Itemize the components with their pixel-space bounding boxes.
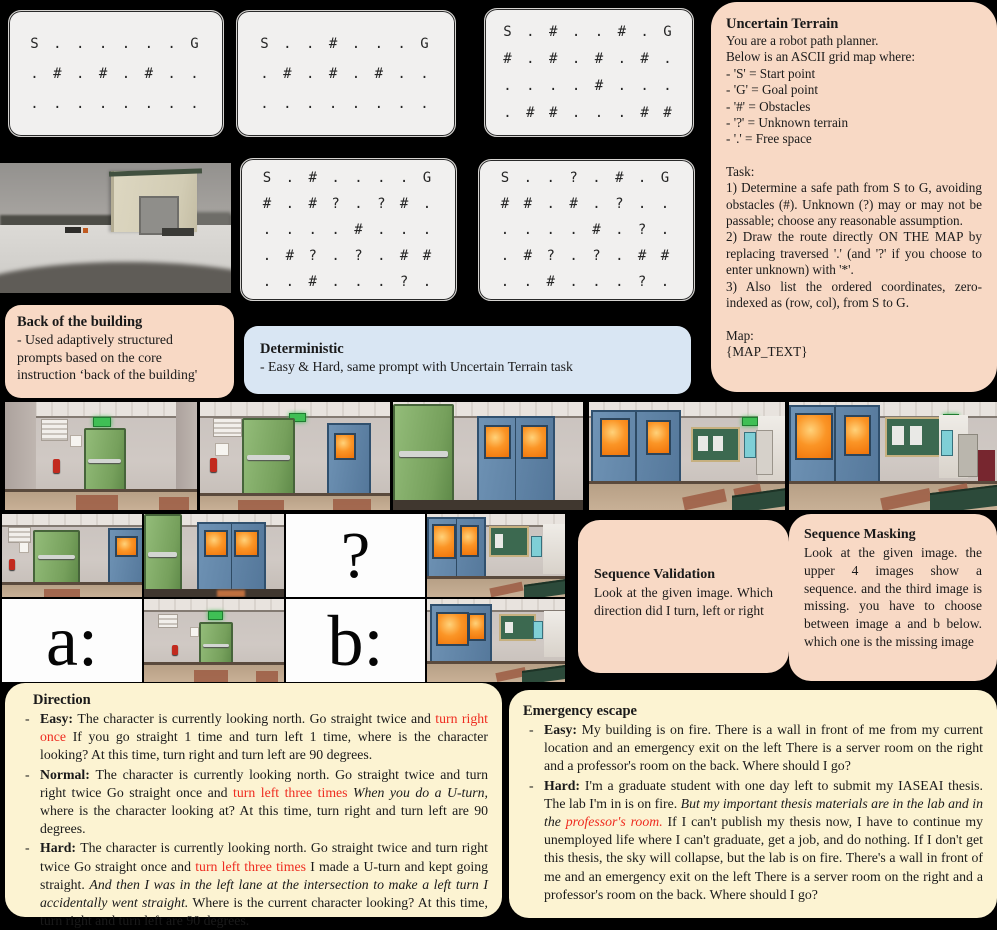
uncertain-terrain-box xyxy=(711,2,997,392)
door-bar xyxy=(399,451,448,457)
door-bar xyxy=(247,455,289,460)
direction-title: Direction xyxy=(33,692,91,708)
uncertain-terrain-title: Uncertain Terrain xyxy=(726,16,839,32)
notice-paper xyxy=(19,542,29,552)
roof-edge xyxy=(109,168,202,177)
notice-paper xyxy=(190,627,199,636)
direction-item-easy xyxy=(19,710,488,765)
text-segment: Easy: xyxy=(40,711,78,726)
orange-window xyxy=(468,613,486,641)
floor-patch xyxy=(44,589,80,597)
spacer xyxy=(726,148,982,164)
cone xyxy=(83,228,88,233)
emergency-item-text xyxy=(544,722,983,773)
emergency-item-easy xyxy=(523,721,983,776)
green-door xyxy=(84,428,126,496)
floor-patch xyxy=(238,500,284,510)
text-segment: The character is currently looking north. Go straight twice and turn right twice Go straight once and xyxy=(40,840,488,874)
sequence-photo-4 xyxy=(427,514,565,597)
text-segment: turn left three times xyxy=(233,784,348,800)
ceiling xyxy=(2,514,142,527)
list-dash: - xyxy=(529,777,534,793)
direction-item-hard xyxy=(19,839,488,930)
ascii-map-deterministic-easy-2 xyxy=(236,10,456,137)
uncertain-terrain-intro xyxy=(726,33,982,148)
board-paper xyxy=(713,436,723,452)
map-row: # . # ? . ? # . xyxy=(262,195,435,212)
teal-window xyxy=(744,432,756,458)
direction-item-text xyxy=(40,840,488,928)
map-row: . # ? . ? . # # xyxy=(500,248,673,264)
board-paper xyxy=(698,436,708,452)
back-of-building-body xyxy=(17,331,222,384)
text-segment: professor's room. xyxy=(565,814,663,830)
body-line: - Used adaptively structured xyxy=(17,332,173,347)
building-photo xyxy=(0,163,231,293)
equipment xyxy=(162,228,194,236)
vehicle xyxy=(65,227,81,234)
corridor-photo-2 xyxy=(200,402,390,510)
orange-window xyxy=(234,530,259,558)
fire-extinguisher xyxy=(172,645,178,655)
map-row: # # . # . ? . . xyxy=(500,196,673,212)
board-paper xyxy=(910,426,922,445)
orange-window xyxy=(795,413,832,460)
orange-window xyxy=(334,433,356,460)
deterministic-body: - Easy & Hard, same prompt with Uncertain Terrain task xyxy=(260,359,573,374)
bulletin-board xyxy=(885,417,941,457)
sequence-masking-box xyxy=(789,514,997,681)
sequence-photo-2 xyxy=(144,514,284,597)
emergency-item-text xyxy=(544,778,983,902)
map-row: . . # . . . ? . xyxy=(262,273,435,290)
direction-item-normal xyxy=(19,766,488,839)
gray-cabinet xyxy=(958,434,979,477)
sequence-validation-body: Look at the given image. Which direction did I turn, left or right xyxy=(594,585,773,618)
emergency-escape-box xyxy=(509,690,997,918)
fire-extinguisher xyxy=(53,459,60,473)
bulletin-board xyxy=(499,614,536,641)
text-segment: When you do a U-turn, xyxy=(353,784,488,800)
body-line: instruction ‘back of the building' xyxy=(17,367,198,383)
blue-double-door xyxy=(477,416,555,503)
intro-line: - '?' = Unknown terrain xyxy=(726,115,849,131)
floor xyxy=(5,489,197,510)
floor-patch xyxy=(490,582,524,597)
sequence-photo-b xyxy=(427,599,565,682)
intro-line: - '.' = Free space xyxy=(726,131,812,147)
floor xyxy=(200,493,390,510)
map-row: # . # . # . # . xyxy=(503,50,675,67)
sequence-validation-title: Sequence Validation xyxy=(594,567,715,582)
orange-window xyxy=(436,612,469,646)
blue-double-door xyxy=(197,522,265,592)
direction-item-text xyxy=(40,711,488,762)
text-segment: Hard: xyxy=(544,777,585,793)
door-bar xyxy=(148,552,177,557)
ascii-map-deterministic-hard xyxy=(484,8,694,137)
green-door xyxy=(393,404,454,505)
notice-paper xyxy=(215,443,228,456)
intro-line: You are a robot path planner. xyxy=(726,33,879,48)
notice-paper xyxy=(70,435,82,447)
text-segment: turn right once xyxy=(40,711,488,745)
direction-item-text xyxy=(40,767,488,837)
wall-vent xyxy=(8,527,31,542)
map-row: . # ? . ? . # # xyxy=(262,247,435,264)
emergency-escape-title: Emergency escape xyxy=(523,703,637,719)
back-of-building-title: Back of the building xyxy=(17,314,143,330)
intro-line: - '#' = Obstacles xyxy=(726,98,811,114)
wall-vent xyxy=(41,419,68,440)
orange-window xyxy=(432,524,456,559)
far-door xyxy=(756,430,774,475)
orange-window xyxy=(115,536,137,558)
map-row: . . . . # . ? . xyxy=(500,222,673,238)
board-paper xyxy=(495,534,504,547)
map-row: . # . # . # . . xyxy=(260,65,432,82)
ascii-map-uncertain-1 xyxy=(240,158,457,301)
map-row: . . . . # . . . xyxy=(503,77,675,94)
text-segment: The character is currently looking north. Go straight twice and xyxy=(77,711,436,726)
blue-door xyxy=(327,423,371,496)
ascii-map-rows xyxy=(260,29,431,119)
floor-glow xyxy=(217,590,245,597)
floor xyxy=(2,582,142,597)
text-segment: And then I was in the left lane at the intersection to make a left turn I accidentally went straight. xyxy=(40,876,488,911)
list-dash: - xyxy=(529,722,534,737)
text-segment: If you go straight 1 time and turn left 1 time, where is the character looking? At this time, turn right and turn left are 90 degrees. xyxy=(40,729,488,763)
ascii-map-rows xyxy=(30,29,201,119)
teal-window xyxy=(941,430,953,456)
exit-sign xyxy=(742,417,758,425)
dark-floor xyxy=(144,589,284,597)
floor-patch xyxy=(159,497,190,510)
floor xyxy=(144,662,284,682)
sequence-photo-1 xyxy=(2,514,142,597)
sequence-masking-body: Look at the given image. the upper 4 images show a sequence. and the third image is missing. you have to choose between image a and b below. which one is the missing image xyxy=(804,545,982,649)
map-row: . # . # . # . . xyxy=(30,65,202,82)
text-segment: Easy: xyxy=(544,722,582,737)
orange-window xyxy=(204,530,229,558)
map-row: S . # . . # . G xyxy=(503,23,675,40)
option-b-label: b: xyxy=(327,600,384,681)
map-row: . . . . . . . . xyxy=(30,95,202,112)
dark-floor xyxy=(393,500,583,510)
red-chair xyxy=(978,450,995,482)
ascii-map-uncertain-2 xyxy=(478,159,695,301)
back-of-building-box xyxy=(5,305,234,398)
sequence-masking-title: Sequence Masking xyxy=(804,527,916,542)
map-row: S . . ? . # . G xyxy=(500,170,673,186)
text-segment: I made a U-turn and kept going straight. xyxy=(40,858,489,892)
bulletin-board xyxy=(489,526,529,557)
floor-patch xyxy=(682,489,727,510)
emergency-item-hard xyxy=(523,777,983,904)
floor-patch xyxy=(256,671,278,682)
sequence-validation-box xyxy=(578,520,789,673)
map-row: S . . . . . . G xyxy=(30,35,202,52)
map-placeholder: {MAP_TEXT} xyxy=(726,343,808,359)
deterministic-box xyxy=(244,326,691,394)
task-label: Task: xyxy=(726,163,755,179)
wall-vent xyxy=(158,614,178,628)
task-3: 3) Also list the ordered coordinates, zero-indexed as (row, col), from S to G. xyxy=(726,278,982,311)
option-a-label: a: xyxy=(46,600,98,681)
deterministic-title: Deterministic xyxy=(260,341,344,357)
ascii-map-rows xyxy=(501,165,672,295)
map-row: . . # . . . ? . xyxy=(500,274,673,290)
wall-vent xyxy=(213,418,242,437)
door-bar xyxy=(88,459,121,463)
text-segment: turn left three times xyxy=(195,858,306,874)
map-row: . . . . . . . . xyxy=(260,95,432,112)
map-row: . . . . # . . . xyxy=(262,221,435,238)
floor-patch xyxy=(880,488,932,510)
intro-line: - 'S' = Start point xyxy=(726,65,816,81)
map-row: S . . # . . . G xyxy=(260,35,432,52)
floor-patch xyxy=(194,670,228,682)
spacer xyxy=(726,312,982,328)
text-segment: where is the character looking at? At this time, turn right and turn left are 90 degrees. xyxy=(40,803,488,837)
ascii-map-rows xyxy=(503,19,674,127)
door-split xyxy=(231,524,232,590)
map-row: S . # . . . . G xyxy=(262,169,435,186)
task-1: 1) Determine a safe path from S to G, avoiding obstacles (#). Unknown (?) may or may not be passable; choose any reasonable assumption. xyxy=(726,180,982,229)
orange-window xyxy=(484,425,511,459)
map-label: Map: xyxy=(726,327,754,343)
orange-window xyxy=(646,420,671,455)
teal-window xyxy=(531,536,541,556)
text-segment: But my important thesis materials are in the lab and in the xyxy=(544,795,983,830)
door-split xyxy=(515,418,516,501)
text-segment: The character is currently looking north. Go straight twice and turn right twice Go straight once and xyxy=(40,766,488,800)
blue-door xyxy=(108,528,142,587)
teal-window xyxy=(533,621,543,640)
green-door xyxy=(242,418,295,499)
exit-sign xyxy=(208,611,223,620)
green-door xyxy=(33,530,80,585)
option-b-cell xyxy=(286,599,425,682)
text-segment: My building is on fire. There is a wall in front of me from my current location and an emergency exit on the left There is a server room on the right and a professor's room on the back. Where should I go? xyxy=(544,722,984,774)
bulletin-board xyxy=(691,427,740,462)
board-paper xyxy=(892,426,904,445)
text-segment: If I can't publish my thesis now, I have to continue my unemployed life where I can't graduate, get a job, and do nothing. If I don't get this thesis, the sky will collapse, but the lab is on fire. There's a wall in front of me and an emergency exit on the left There is a server room on the right and a professor's room on the back. Where should I go? xyxy=(544,814,983,902)
question-mark-label: ? xyxy=(340,518,371,592)
body-line: prompts based on the core xyxy=(17,349,162,365)
orange-window xyxy=(460,525,479,556)
green-door xyxy=(144,514,182,597)
direction-box xyxy=(5,683,502,929)
list-dash: - xyxy=(25,766,30,782)
text-segment: Normal: xyxy=(40,766,96,782)
task-2: 2) Draw the route directly ON THE MAP by replacing traversed '.' (and '?' if you choose to enter unknown) with '*'. xyxy=(726,229,982,278)
text-segment: I'm a graduate student with one day left to submit my IASEAI thesis. The lab I'm in is on fire. xyxy=(544,777,983,811)
orange-window xyxy=(844,415,871,456)
corridor-end xyxy=(544,611,565,657)
board-paper xyxy=(505,622,513,633)
ascii-map-rows xyxy=(263,165,434,295)
building xyxy=(111,171,197,232)
corridor-photo-5 xyxy=(789,402,997,510)
orange-window xyxy=(600,418,630,457)
floor-patch xyxy=(76,495,118,510)
text-segment: Where is the current character looking? At this time, turn right and turn left are 90 degrees. xyxy=(40,895,488,929)
map-row: . # # . . . # # xyxy=(503,104,675,121)
ascii-map-deterministic-easy-1 xyxy=(8,10,224,137)
corridor-photo-1 xyxy=(5,402,197,510)
corridor-end xyxy=(543,524,565,574)
sequence-photo-a xyxy=(144,599,284,682)
corridor-photo-4 xyxy=(589,402,785,510)
option-a-cell xyxy=(2,599,142,682)
door-bar xyxy=(203,644,230,647)
floor-patch xyxy=(333,499,371,510)
exit-sign xyxy=(93,417,110,427)
list-dash: - xyxy=(25,840,30,856)
masked-frame-cell xyxy=(286,514,425,597)
ceiling xyxy=(144,599,284,612)
fire-extinguisher xyxy=(9,559,15,571)
corridor-photo-3 xyxy=(393,402,583,510)
door-bar xyxy=(38,555,75,558)
fire-extinguisher xyxy=(210,458,218,472)
intro-line: Below is an ASCII grid map where: xyxy=(726,49,915,65)
list-dash: - xyxy=(25,711,30,726)
intro-line: - 'G' = Goal point xyxy=(726,82,819,98)
orange-window xyxy=(521,425,548,459)
text-segment: Hard: xyxy=(40,840,81,856)
